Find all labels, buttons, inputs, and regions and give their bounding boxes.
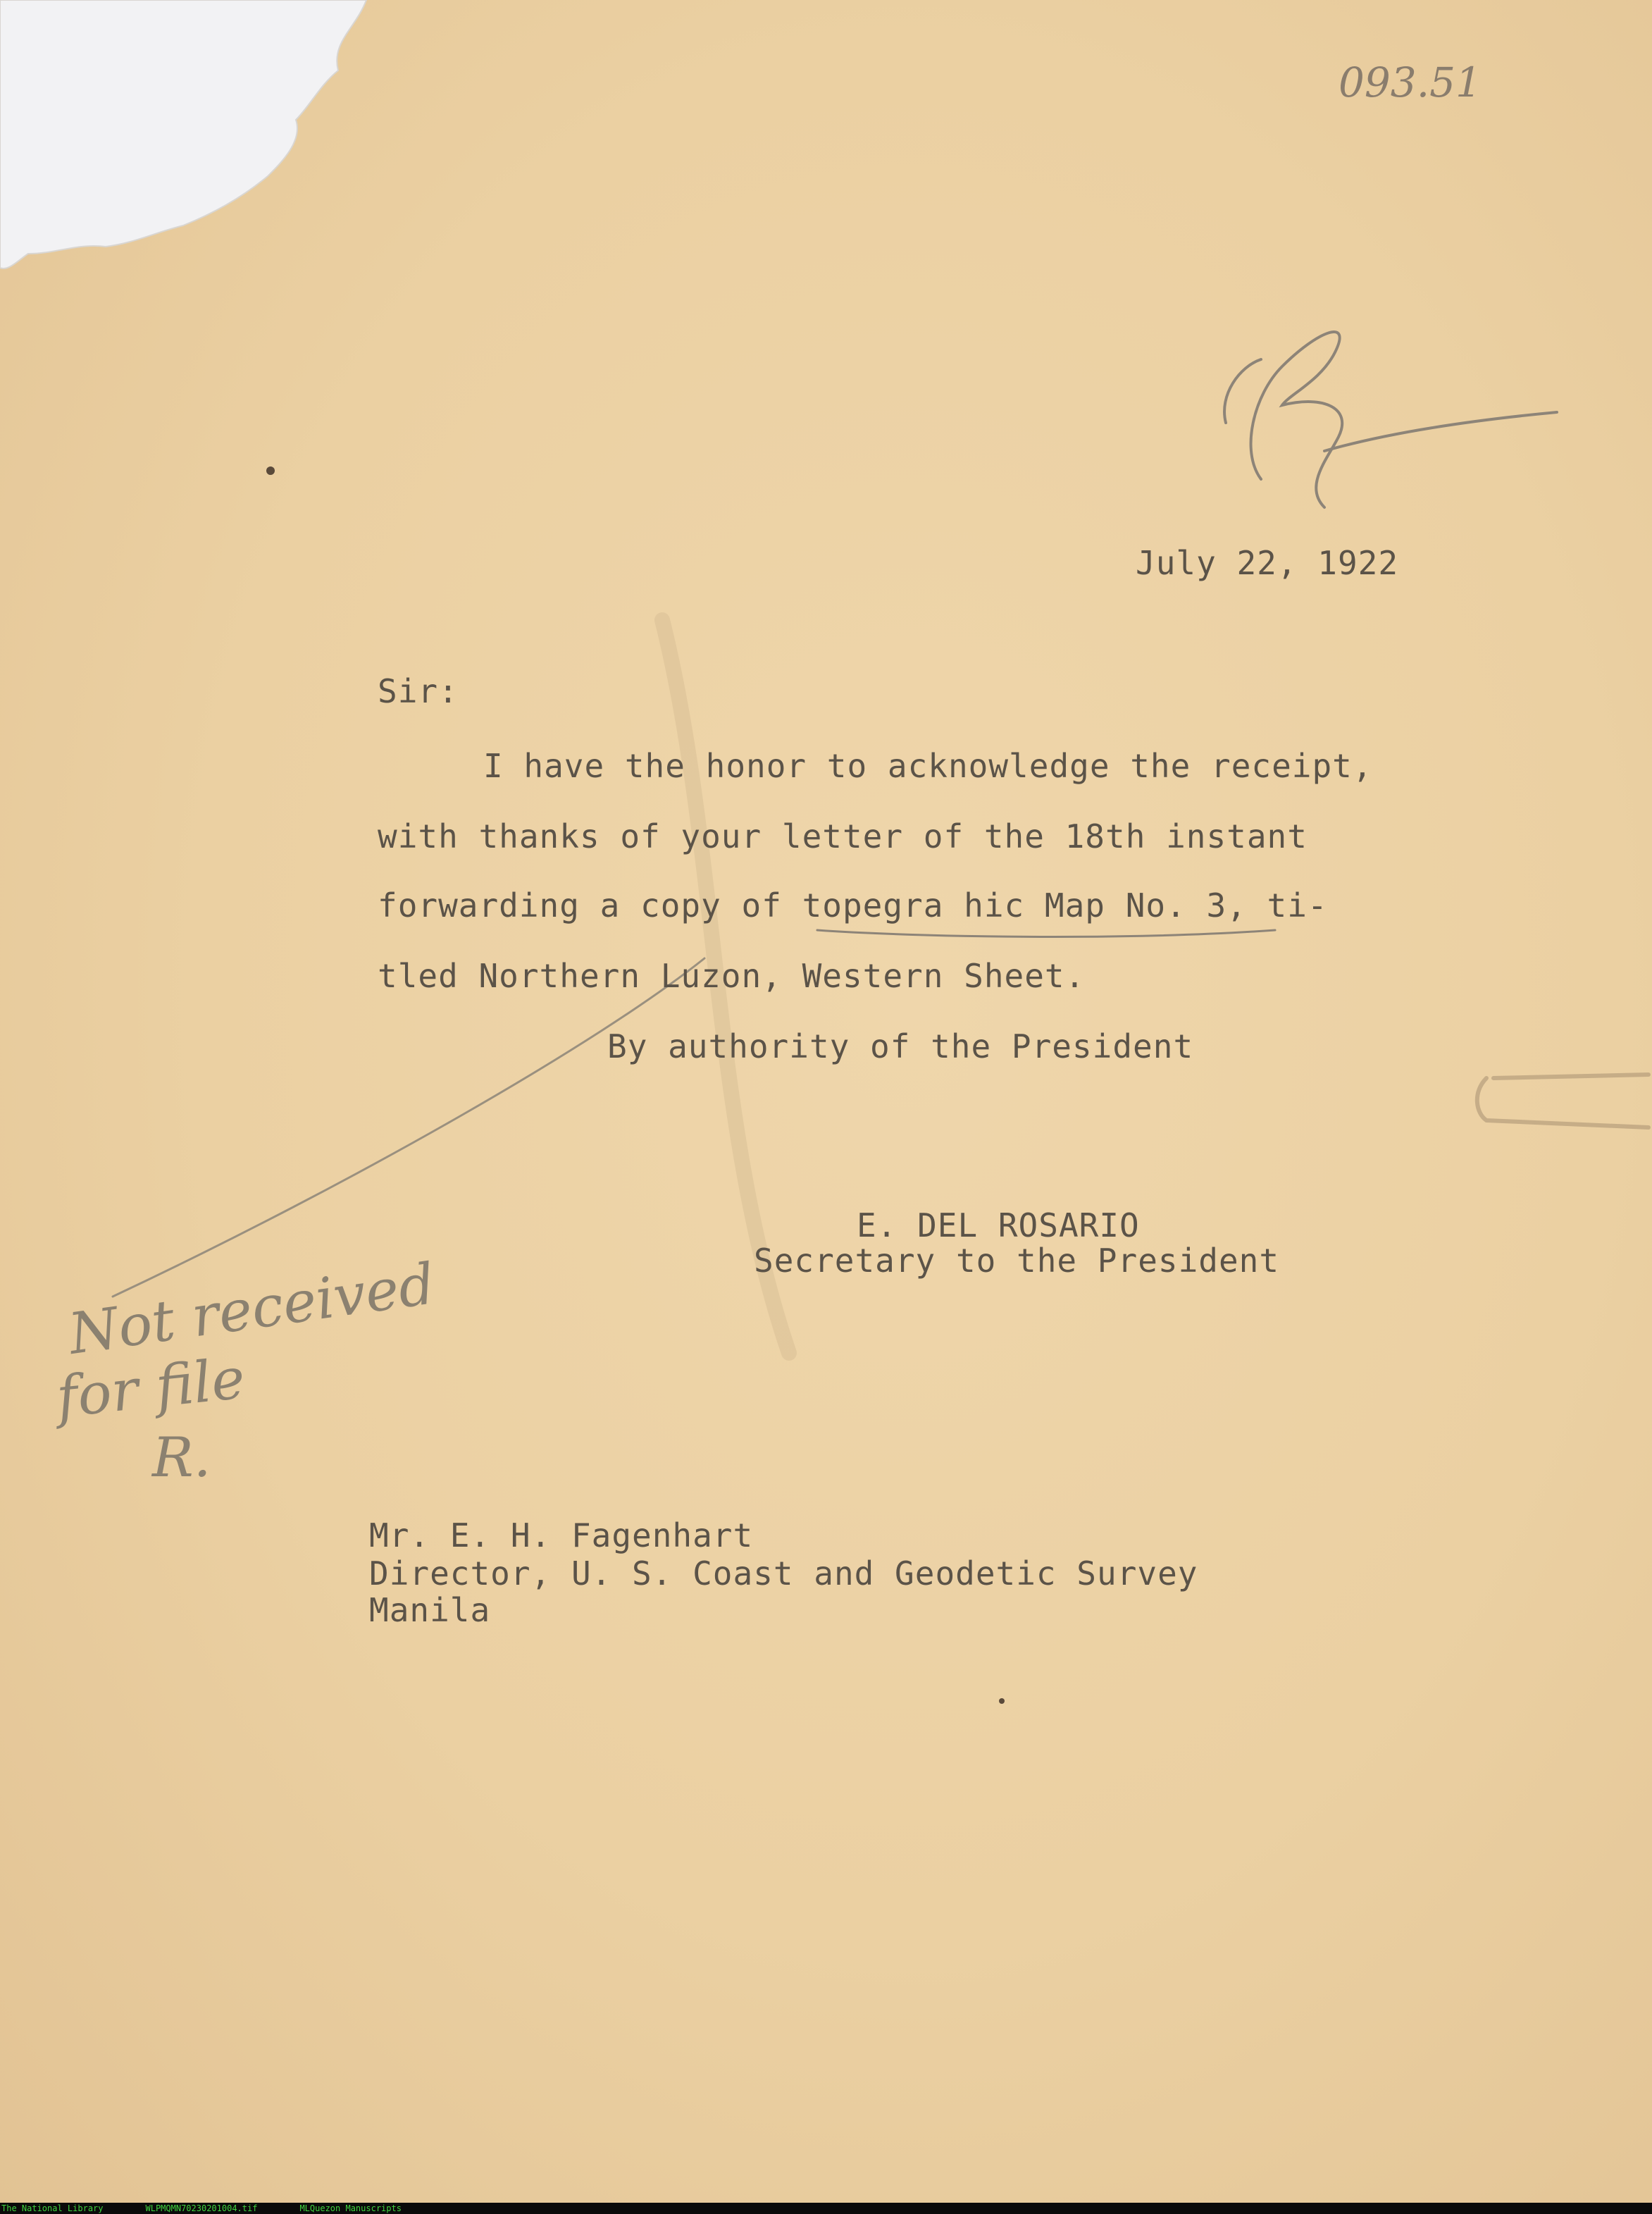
footer-library: The National Library: [1, 2203, 104, 2213]
ink-spot: [266, 466, 275, 475]
file-number: 093.51: [1339, 58, 1482, 106]
recipient-city: Manila: [369, 1591, 491, 1629]
scan-footer: [0, 2203, 1652, 2214]
recipient-name: Mr. E. H. Fagenhart: [369, 1516, 754, 1554]
salutation: Sir:: [378, 672, 459, 710]
torn-corner: [0, 0, 395, 296]
body-line: with thanks of your letter of the 18th instant: [378, 817, 1308, 855]
closing-line: By authority of the President: [607, 1027, 1194, 1065]
diagonal-line: [113, 958, 704, 1297]
marginal-note-line1: Not received: [65, 1251, 439, 1367]
body-line: I have the honor to acknowledge the receipt,: [483, 747, 1373, 785]
body-line: forwarding a copy of topegra hic Map No. 3, ti-: [378, 886, 1328, 924]
body-line: tled Northern Luzon, Western Sheet.: [378, 957, 1086, 995]
footer-filename: WLPMQMN70230201004.tif: [145, 2203, 258, 2213]
footer-collection: MLQuezon Manuscripts: [299, 2203, 402, 2213]
underline-mark: [817, 930, 1275, 936]
signer-title: Secretary to the President: [754, 1242, 1280, 1280]
letter-date: July 22, 1922: [1136, 544, 1399, 582]
marginal-note-line2: for file: [53, 1345, 248, 1430]
initial-b-mark: [1224, 332, 1557, 507]
marginal-note-initial: R.: [152, 1426, 211, 1490]
recipient-title: Director, U. S. Coast and Geodetic Survey: [369, 1554, 1198, 1593]
ink-spot: [999, 1698, 1005, 1704]
paperclip-impression: [1477, 1075, 1648, 1127]
signer-name: E. DEL ROSARIO: [857, 1206, 1140, 1244]
